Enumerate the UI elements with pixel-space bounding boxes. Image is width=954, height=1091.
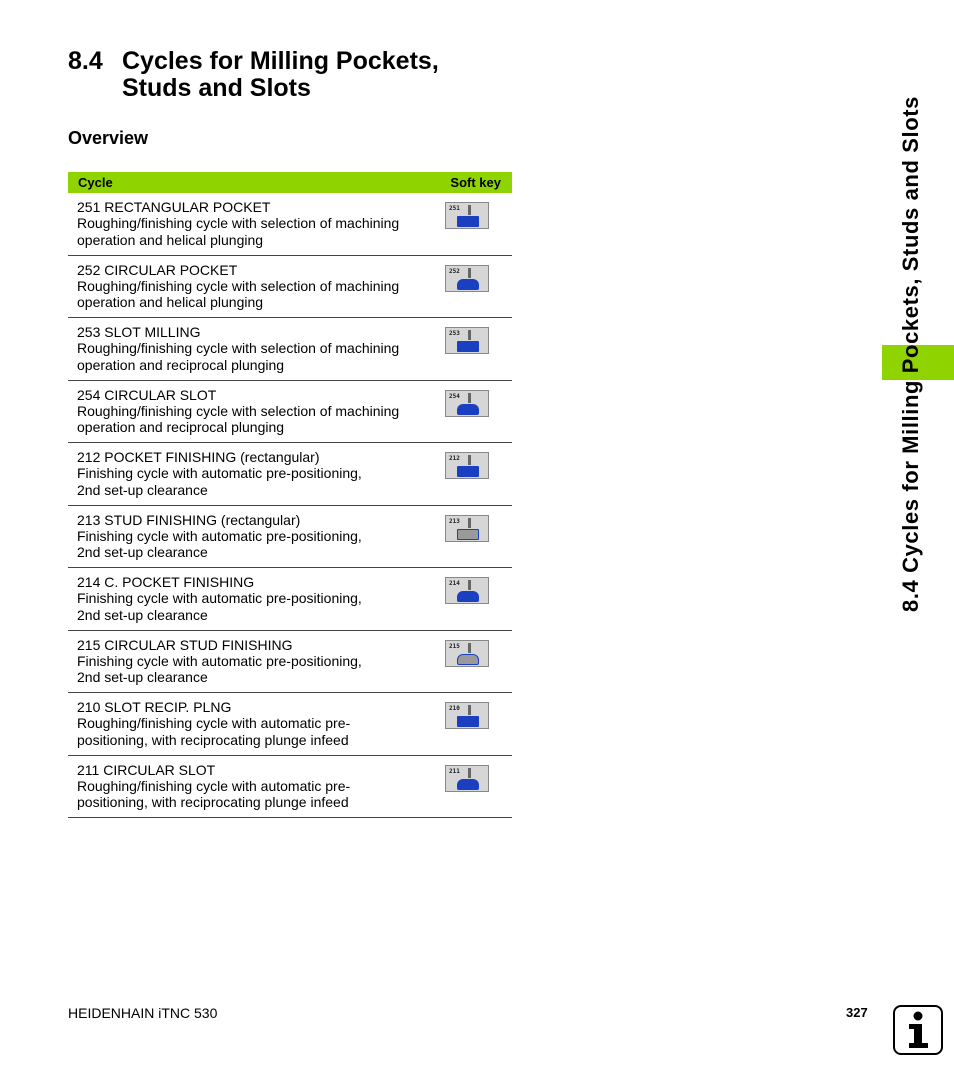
tool-icon xyxy=(468,330,471,340)
cycle-desc-line2: 2nd set-up clearance xyxy=(77,481,208,498)
cycle-desc-line2: 2nd set-up clearance xyxy=(77,606,208,623)
cycle-desc-line1: Roughing/finishing cycle with selection of machining xyxy=(77,402,400,419)
tool-icon xyxy=(468,580,471,590)
tool-icon xyxy=(468,205,471,215)
table-row xyxy=(68,506,512,569)
section-title xyxy=(68,48,439,102)
softkey-215[interactable] xyxy=(445,640,489,667)
cycle-desc-line2: 2nd set-up clearance xyxy=(77,669,208,686)
softkey-254[interactable] xyxy=(445,390,489,417)
softkey-label: 212 xyxy=(449,455,460,462)
table-row xyxy=(68,193,512,256)
header-softkey: Soft key xyxy=(450,175,501,190)
cycle-desc-line1: Roughing/finishing cycle with selection of machining xyxy=(77,277,400,294)
cycle-desc-line1: Finishing cycle with automatic pre-positioning, xyxy=(77,465,362,482)
circular-stud-finishing-icon xyxy=(457,654,479,665)
rectangular-pocket-icon xyxy=(457,216,479,227)
table-row xyxy=(68,381,512,444)
tool-icon xyxy=(468,393,471,403)
stud-finishing-icon xyxy=(457,529,479,540)
cycle-name: 210 SLOT RECIP. PLNG xyxy=(77,699,232,715)
softkey-214[interactable] xyxy=(445,577,489,604)
cycle-name: 253 SLOT MILLING xyxy=(77,324,201,340)
cycle-desc-line2: 2nd set-up clearance xyxy=(77,544,208,561)
section-number: 8.4 xyxy=(68,47,103,75)
info-icon xyxy=(893,1005,943,1055)
softkey-label: 211 xyxy=(449,767,460,775)
table-row xyxy=(68,443,512,506)
overview-heading: Overview xyxy=(68,128,149,148)
table-row xyxy=(68,318,512,381)
table-header xyxy=(68,172,512,193)
pocket-finishing-icon xyxy=(457,466,479,477)
table-row xyxy=(68,631,512,694)
softkey-213[interactable] xyxy=(445,515,489,542)
cycle-desc-line1: Finishing cycle with automatic pre-positioning, xyxy=(77,590,362,607)
table-row xyxy=(68,568,512,631)
table-row xyxy=(68,693,512,756)
softkey-label: 253 xyxy=(449,330,460,337)
cycle-desc-line1: Roughing/finishing cycle with automatic pre- xyxy=(77,777,351,794)
tool-icon xyxy=(468,643,471,653)
cycle-desc-line1: Finishing cycle with automatic pre-positioning, xyxy=(77,527,362,544)
table-row xyxy=(68,256,512,319)
cycle-name: 213 STUD FINISHING (rectangular) xyxy=(77,511,301,528)
softkey-label: 210 xyxy=(449,705,460,712)
softkey-label: 251 xyxy=(449,205,460,212)
cycle-name: 251 RECTANGULAR POCKET xyxy=(77,199,271,215)
softkey-label: 252 xyxy=(449,267,460,275)
page-number: 327 xyxy=(846,1005,868,1020)
tool-icon xyxy=(468,518,471,528)
softkey-label: 213 xyxy=(449,517,460,525)
circular-slot-icon xyxy=(457,779,479,790)
softkey-label: 215 xyxy=(449,642,460,650)
circular-slot-icon xyxy=(457,404,479,415)
side-tab-title: 8.4 Cycles for Milling Pockets, Studs and Slots xyxy=(898,96,923,612)
tool-icon xyxy=(468,705,471,715)
cycle-desc-line2: operation and reciprocal plunging xyxy=(77,419,285,436)
softkey-252[interactable] xyxy=(445,265,489,292)
cycle-desc-line1: Finishing cycle with automatic pre-positioning, xyxy=(77,652,362,669)
table-row xyxy=(68,756,512,819)
cycle-desc-line2: operation and helical plunging xyxy=(77,231,264,248)
tool-icon xyxy=(468,768,471,778)
slot-reciprocating-icon xyxy=(457,716,479,727)
cycle-desc-line2: positioning, with reciprocating plunge infeed xyxy=(77,794,349,811)
tool-icon xyxy=(468,455,471,465)
section-title-line1: Cycles for Milling Pockets, xyxy=(122,47,439,75)
softkey-label: 254 xyxy=(449,392,460,400)
cycle-desc-line2: positioning, with reciprocating plunge infeed xyxy=(77,731,349,748)
softkey-211[interactable] xyxy=(445,765,489,792)
footer-product: HEIDENHAIN iTNC 530 xyxy=(68,1005,218,1021)
slot-icon xyxy=(457,341,479,352)
softkey-251[interactable] xyxy=(445,202,489,229)
cycle-desc-line2: operation and reciprocal plunging xyxy=(77,356,285,373)
cycle-desc-line2: operation and helical plunging xyxy=(77,294,264,311)
cycle-desc-line1: Roughing/finishing cycle with selection of machining xyxy=(77,215,400,232)
cycle-table xyxy=(68,172,512,818)
cycle-name: 215 CIRCULAR STUD FINISHING xyxy=(77,636,293,653)
circular-pocket-icon xyxy=(457,279,479,290)
softkey-210[interactable] xyxy=(445,702,489,729)
cycle-name: 211 CIRCULAR SLOT xyxy=(77,761,216,778)
cycle-name: 254 CIRCULAR SLOT xyxy=(77,386,217,403)
circular-pocket-finishing-icon xyxy=(457,591,479,602)
header-cycle: Cycle xyxy=(78,175,113,190)
softkey-212[interactable] xyxy=(445,452,489,479)
cycle-desc-line1: Roughing/finishing cycle with selection of machining xyxy=(77,340,400,357)
softkey-253[interactable] xyxy=(445,327,489,354)
cycle-desc-line1: Roughing/finishing cycle with automatic pre- xyxy=(77,715,351,732)
section-title-line2: Studs and Slots xyxy=(122,74,311,102)
cycle-name: 214 C. POCKET FINISHING xyxy=(77,574,255,590)
tool-icon xyxy=(468,268,471,278)
softkey-label: 214 xyxy=(449,580,460,587)
cycle-name: 212 POCKET FINISHING (rectangular) xyxy=(77,449,320,465)
cycle-name: 252 CIRCULAR POCKET xyxy=(77,261,238,278)
